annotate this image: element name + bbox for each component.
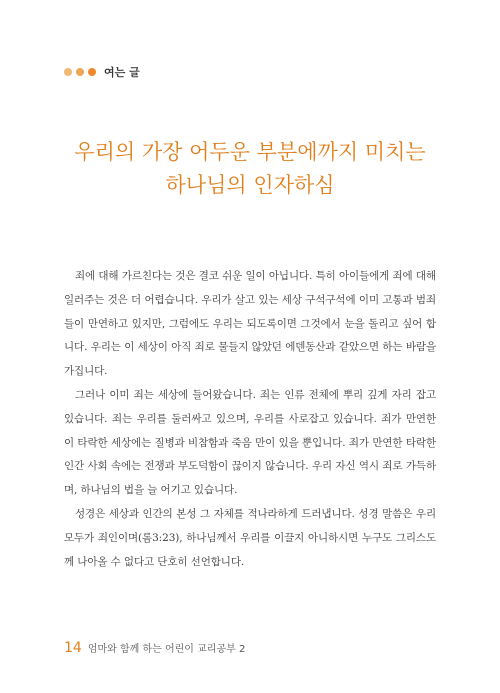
page-footer bbox=[64, 640, 245, 656]
circle-icon bbox=[64, 68, 72, 76]
section-header bbox=[64, 64, 140, 80]
body-text bbox=[64, 265, 436, 574]
chapter-title-line-2: 하나님의 인자하심 bbox=[165, 173, 335, 197]
paragraph: 죄에 대해 가르친다는 것은 결코 쉬운 일이 아닙니다. 특히 아이들에게 죄에 대해 일러주는 것은 더 어렵습니다. 우리가 살고 있는 세상 구석구석에 이미 고통과 범죄들이 만연하고 있지만, 그럼에도 우리는 되도록이면 그것에서 눈을 돌리고 싶어 합니다. 우리는 이 세상이 아직 죄로 물들지 않았던 에덴동산과 같았으면 하는 바람을 가집니다. bbox=[64, 270, 436, 378]
section-label: 여는 글 bbox=[104, 66, 140, 79]
page-number: 14 bbox=[64, 640, 82, 656]
chapter-title-line-1: 우리의 가장 어두운 부분에까지 미치는 bbox=[74, 140, 426, 164]
book-title: 엄마와 함께 하는 어린이 교리공부 2 bbox=[87, 644, 246, 655]
paragraph: 성경은 세상과 인간의 본성 그 자체를 적나라하게 드러냅니다. 성경 말씀은 우리 모두가 죄인이며(롬3:23), 하나님께서 우리를 이끌지 아니하시면 누구도 그리스도께 나아올 수 없다고 단호히 선언합니다. bbox=[64, 507, 436, 568]
chapter-title bbox=[0, 136, 500, 202]
paragraph: 그러나 이미 죄는 세상에 들어왔습니다. 죄는 인류 전체에 뿌리 깊게 자리 잡고 있습니다. 죄는 우리를 둘러싸고 있으며, 우리를 사로잡고 있습니다. 죄가 만연한 이 타락한 세상에는 질병과 비참함과 죽음 만이 있을 뿐입니다. 죄가 만연한 타락한 인간 사회 속에는 전쟁과 부도덕함이 끊이지 않습니다. 우리 자신 역시 죄로 가득하며, 하나님의 법을 늘 어기고 있습니다. bbox=[64, 388, 436, 497]
circle-icon bbox=[88, 68, 96, 76]
circle-icon bbox=[76, 68, 84, 76]
